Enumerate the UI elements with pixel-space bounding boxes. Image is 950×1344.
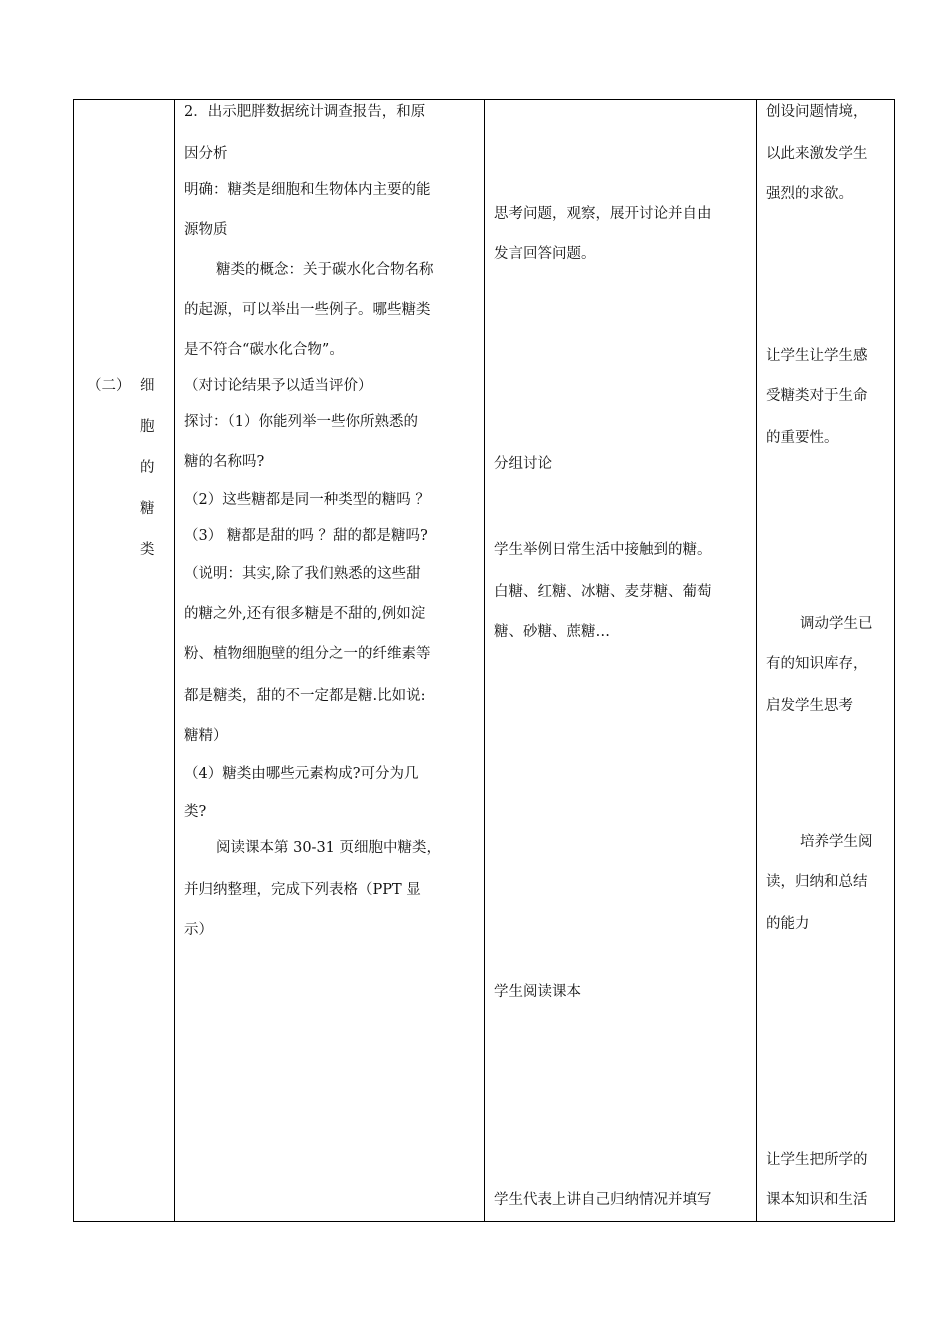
- intent-line: 读，归纳和总结: [766, 874, 868, 890]
- teacher-line: （3） 糖都是甜的吗 ？甜的都是糖吗?: [184, 528, 428, 544]
- teacher-line: 的起源，可以举出一些例子。哪些糖类: [184, 302, 431, 318]
- intent-line: 有的知识库存，: [766, 656, 868, 672]
- teacher-line: 是不符合“碳水化合物”。: [184, 342, 344, 358]
- teacher-line: 糖类的概念：关于碳水化合物名称: [216, 262, 434, 278]
- student-line: 发言回答问题。: [494, 246, 596, 262]
- section-title-char: 的: [140, 460, 155, 476]
- teacher-line: 源物质: [184, 222, 228, 238]
- section-title-char: 细: [140, 378, 155, 394]
- intent-line: 的能力: [766, 916, 810, 932]
- teacher-line: （4）糖类由哪些元素构成?可分为几: [184, 766, 419, 782]
- teacher-line: 探讨：（1）你能列举一些你所熟悉的: [184, 414, 418, 430]
- column-divider: [174, 99, 175, 1222]
- teacher-line: 明确：糖类是细胞和生物体内主要的能: [184, 182, 431, 198]
- teacher-line: 糖精）: [184, 728, 228, 744]
- intent-line: 让学生把所学的: [766, 1152, 868, 1168]
- teacher-line: （2）这些糖都是同一种类型的糖吗 ？: [184, 492, 430, 508]
- teacher-line: （说明：其实,除了我们熟悉的这些甜: [184, 566, 421, 582]
- intent-line: 强烈的求欲。: [766, 186, 853, 202]
- section-title-char: 糖: [140, 501, 155, 517]
- intent-line: 以此来激发学生: [766, 146, 868, 162]
- teacher-line: 糖的名称吗?: [184, 454, 265, 470]
- teacher-line: 因分析: [184, 146, 228, 162]
- teacher-line: 并归纳整理，完成下列表格（PPT 显: [184, 882, 421, 898]
- teacher-line: （对讨论结果予以适当评价）: [184, 378, 373, 394]
- teacher-line: 类?: [184, 804, 207, 820]
- teacher-line: 的糖之外,还有很多糖是不甜的,例如淀: [184, 606, 426, 622]
- teacher-line: 示）: [184, 922, 213, 938]
- student-line: 思考问题，观察，展开讨论并自由: [494, 206, 712, 222]
- column-divider: [756, 99, 757, 1222]
- student-line: 学生代表上讲自己归纳情况并填写: [494, 1192, 712, 1208]
- section-title-char: 类: [140, 542, 155, 558]
- intent-line: 课本知识和生活: [766, 1192, 868, 1208]
- student-line: 学生阅读课本: [494, 984, 581, 1000]
- student-line: 白糖、红糖、冰糖、麦芽糖、葡萄: [494, 584, 712, 600]
- intent-line: 启发学生思考: [766, 698, 853, 714]
- intent-line: 培养学生阅: [800, 834, 873, 850]
- teacher-line: 都是糖类，甜的不一定都是糖.比如说:: [184, 688, 426, 704]
- intent-line: 让学生让学生感: [766, 348, 868, 364]
- student-line: 分组讨论: [494, 456, 552, 472]
- section-number: （二）: [87, 378, 131, 394]
- teacher-line: 粉、植物细胞壁的组分之一的纤维素等: [184, 646, 431, 662]
- student-line: 学生举例日常生活中接触到的糖。: [494, 542, 712, 558]
- student-line: 糖、砂糖、蔗糖…: [494, 624, 610, 640]
- teacher-line: 阅读课本第 30-31 页细胞中糖类，: [216, 840, 442, 856]
- teacher-line: 2．出示肥胖数据统计调查报告，和原: [184, 104, 426, 120]
- intent-line: 受糖类对于生命: [766, 388, 868, 404]
- intent-line: 的重要性。: [766, 430, 839, 446]
- intent-line: 创设问题情境，: [766, 104, 868, 120]
- section-title-char: 胞: [140, 419, 155, 435]
- column-divider: [484, 99, 485, 1222]
- intent-line: 调动学生已: [800, 616, 873, 632]
